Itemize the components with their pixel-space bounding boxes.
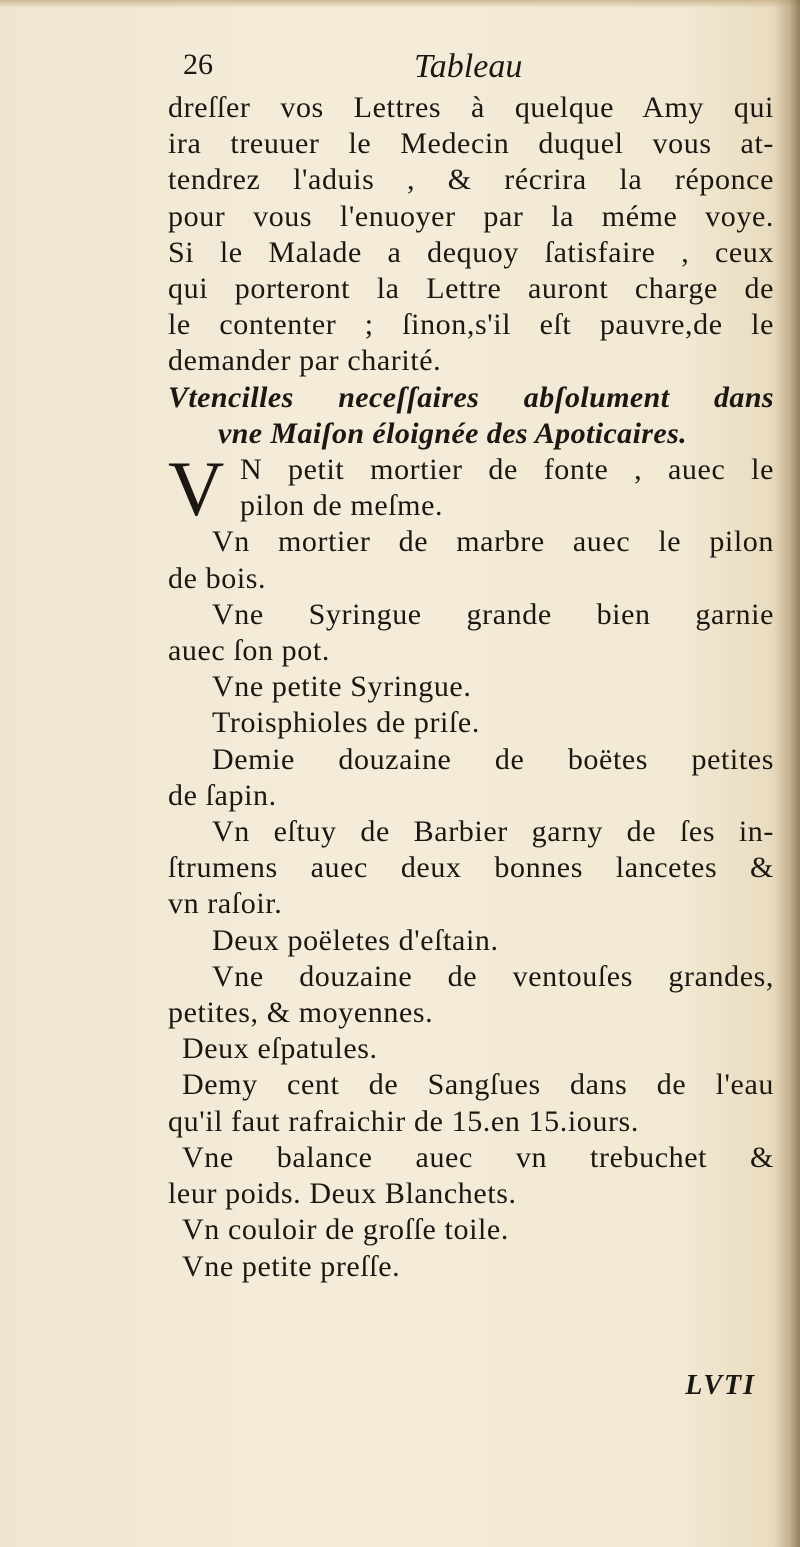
list-item-line: petites, & moyennes. (168, 996, 434, 1030)
list-item-line: leur poids. Deux Blanchets. (168, 1177, 517, 1211)
list-item-line: Vne petite Syringue. (212, 670, 472, 704)
section-heading-line-1: Vtencilles neceſſaires abſolument dans (168, 380, 774, 414)
page-gutter-shadow (774, 0, 800, 1547)
page-number: 26 (183, 48, 213, 81)
list-item-line: Vne Syringue grande bien garnie (212, 597, 774, 631)
page-body (168, 90, 774, 1285)
list-item-line: de bois. (168, 561, 267, 595)
list-item-line: qu'il faut rafraichir de 15.en 15.iours. (168, 1104, 639, 1138)
body-line: pour vous l'enuoyer par la méme voye. (168, 199, 774, 233)
body-line: dreſſer vos Lettres à quelque Amy qui (168, 91, 774, 124)
body-line: le contenter ; ſinon,s'il eſt pauvre,de le (168, 308, 774, 342)
first-item-line-1: N petit mortier de fonte , auec le (240, 453, 774, 487)
list-item-line: Troisphioles de priſe. (212, 706, 480, 740)
list-item-line: auec ſon pot. (168, 634, 330, 668)
section-heading-line-2: vne Maiſon éloignée des Apoticaires. (218, 416, 688, 450)
list-item-line: Vn couloir de groſſe toile. (182, 1213, 509, 1247)
list-item-line: ſtrumens auec deux bonnes lancetes & (168, 851, 774, 885)
list-item-line: Vn mortier de marbre auec le pilon (212, 525, 774, 559)
running-head: Tableau (414, 48, 523, 85)
first-item (168, 445, 774, 533)
list-item-line: Vn eſtuy de Barbier garny de ſes in- (212, 815, 774, 849)
list-item-line: Demie douzaine de boëtes petites (212, 742, 774, 776)
list-item-line: vn raſoir. (168, 887, 283, 921)
list-item-line: Vne balance auec vn trebuchet & (182, 1140, 774, 1174)
page-top-shadow (0, 0, 800, 8)
list-item-line: Deux eſpatules. (182, 1032, 378, 1066)
list-item-line: Demy cent de Sangſues dans de l'eau (182, 1068, 774, 1102)
catchword: LVTI (685, 1370, 756, 1401)
body-line: Si le Malade a dequoy ſatisfaire , ceux (168, 235, 774, 269)
body-line: ira treuuer le Medecin duquel vous at- (168, 127, 774, 161)
first-item-line-2: pilon de meſme. (240, 489, 444, 523)
list-item-line: Vne douzaine de ventouſes grandes, (212, 959, 774, 993)
list-item-line: Vne petite preſſe. (182, 1249, 401, 1283)
body-line: qui porteront la Lettre auront charge de (168, 272, 774, 306)
body-line: demander par charité. (168, 344, 442, 378)
list-item-line: de ſapin. (168, 778, 277, 812)
drop-cap: V (168, 445, 225, 533)
body-line: tendrez l'aduis , & récrira la réponce (168, 163, 774, 197)
list-item-line: Deux poëletes d'eſtain. (212, 923, 499, 957)
